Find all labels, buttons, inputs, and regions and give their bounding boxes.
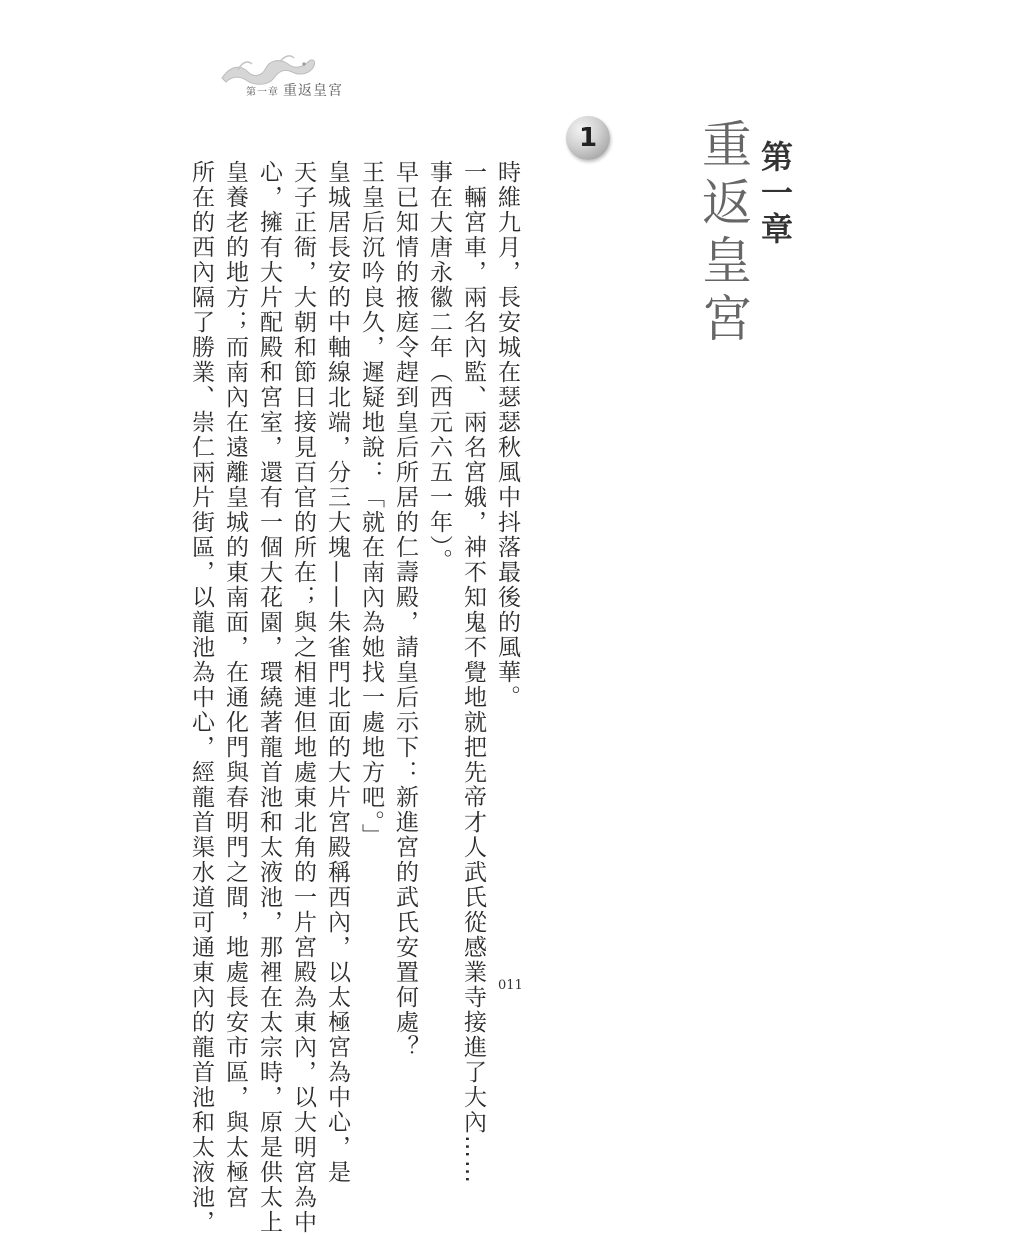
text-column: 天子正衙，大朝和節日接見百官的所在；與之相連但地處東北角的一片宮殿為東內，以大明宮為中 <box>290 160 316 1235</box>
chapter-number: 1 <box>578 123 598 153</box>
running-header-title: 重返皇宮 <box>283 83 343 99</box>
text-column: 一輛宮車，兩名內監、兩名宮娥，神不知鬼不覺地就把先帝才人武氏從感業寺接進了大內…… <box>460 160 486 1185</box>
text-column: 皇城居長安的中軸線北端，分三大塊——朱雀門北面的大片宮殿稱西內，以太極宮為中心，是 <box>324 160 350 1185</box>
text-column: 事在大唐永徽二年（西元六五一年）。 <box>426 160 452 574</box>
page-number: 011 <box>498 978 523 993</box>
text-column: 皇養老的地方；而南內在遠離皇城的東南面，在通化門與春明門之間，地處長安市區，與太極宮 <box>222 160 248 1210</box>
text-column: 所在的西內隔了勝業、崇仁兩片街區，以龍池為中心，經龍首渠水道可通東內的龍首池和太液池， <box>188 160 214 1235</box>
chapter-title: 重返皇宮 <box>694 118 752 350</box>
text-column: 心，擁有大片配殿和宮室，還有一個大花園，環繞著龍首池和太液池，那裡在太宗時，原是供太上 <box>256 160 282 1235</box>
running-header-text <box>246 80 343 100</box>
running-header <box>218 52 348 102</box>
chapter-label: 第一章 <box>756 140 794 248</box>
text-column: 早已知情的掖庭令趕到皇后所居的仁壽殿，請皇后示下：新進宮的武氏安置何處？ <box>392 160 418 1060</box>
running-header-chapter: 第一章 <box>246 87 279 98</box>
text-column: 時維九月，長安城在瑟瑟秋風中抖落最後的風華。 <box>494 160 520 710</box>
text-column: 王皇后沉吟良久，遲疑地說：「就在南內為她找一處地方吧。」 <box>358 160 384 849</box>
chapter-number-badge <box>566 116 610 160</box>
